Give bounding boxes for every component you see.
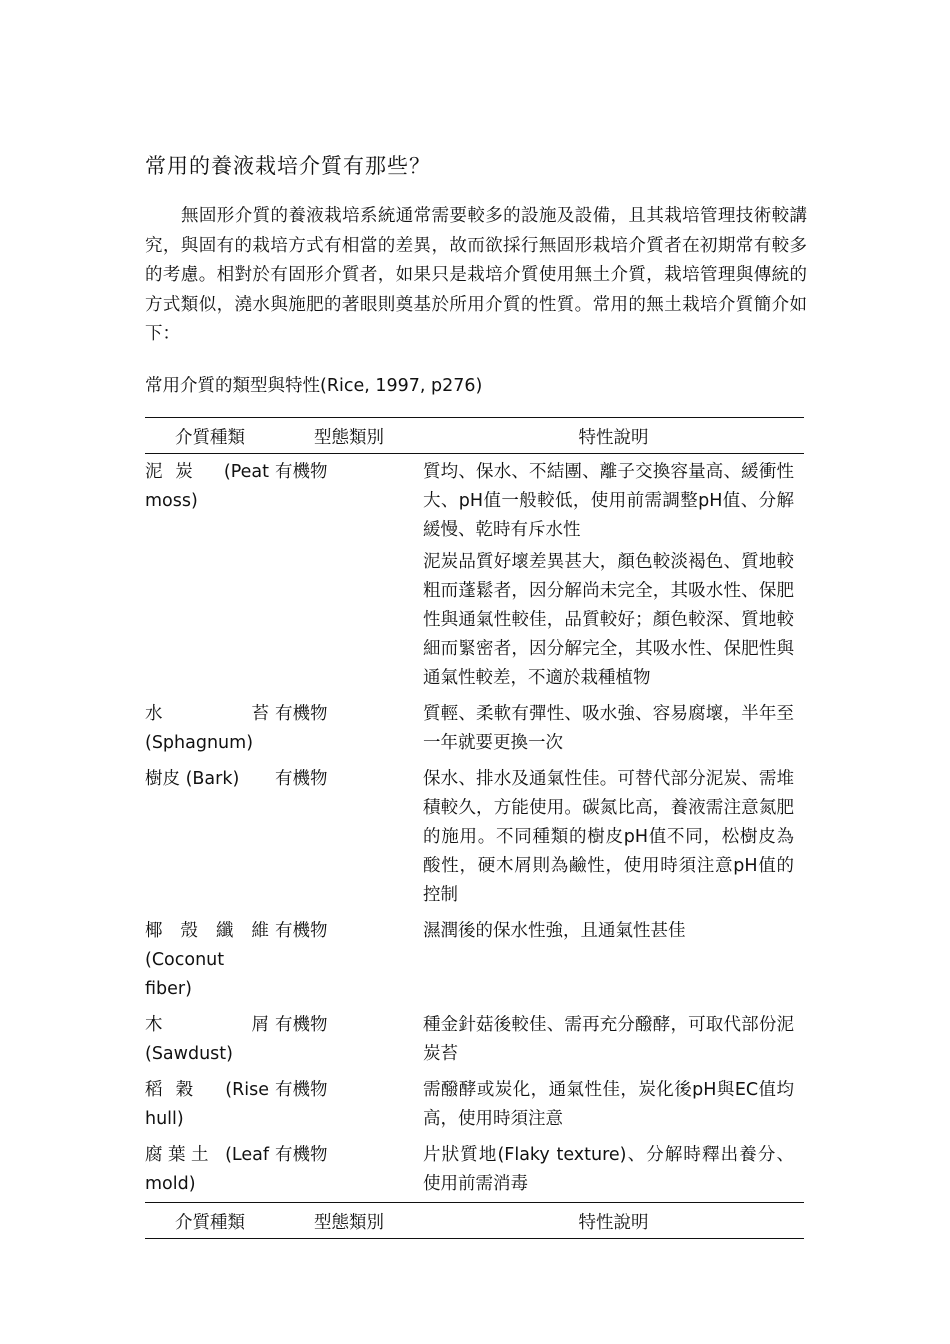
desc-paragraph: 泥炭品質好壞差異甚大，顏色較淡褐色、質地較粗而蓬鬆者，因分解尚未完全，其吸水性、保肥性與通氣性較佳，品質較好；顏色較深、質地較細而緊密者，因分解完全，其吸水性、保肥性與通氣性較差，不適於栽種植物 <box>423 552 794 688</box>
desc-paragraph: 質均、保水、不結團、離子交換容量高、緩衝性大、pH值一般較低，使用前需調整pH值、分解緩慢、乾時有斥水性 <box>423 462 794 540</box>
media-name-cn: 稻穀 <box>145 1080 207 1100</box>
cell-desc <box>423 913 804 1007</box>
media-name-en: (Sphagnum) <box>145 733 254 753</box>
media-name-cn: 樹皮 <box>145 769 180 789</box>
desc-paragraph: 濕潤後的保水性強，且通氣性甚佳 <box>423 921 686 941</box>
cell-type: 有機物 <box>275 921 328 941</box>
media-name-en: (Sawdust) <box>145 1044 233 1064</box>
media-name-en: (Coconut fiber) <box>145 950 225 999</box>
page-title: 常用的養液栽培介質有那些？ <box>145 154 431 178</box>
footer-type: 型態類別 <box>275 1203 423 1239</box>
table-footer-row <box>145 1203 804 1239</box>
media-name-en: (Rise hull) <box>145 1080 269 1129</box>
cell-desc <box>423 761 804 913</box>
cell-type: 有機物 <box>275 462 328 482</box>
media-name-en: (Bark) <box>185 769 240 789</box>
table-caption: 常用介質的類型與特性(Rice, 1997, p276) <box>145 376 483 396</box>
cell-media <box>145 696 275 761</box>
cell-media <box>145 1072 275 1137</box>
table-body <box>145 454 804 1203</box>
media-table <box>145 417 804 1239</box>
cell-desc <box>423 1072 804 1137</box>
header-desc: 特性說明 <box>423 418 804 454</box>
header-type: 型態類別 <box>275 418 423 454</box>
media-name-en: (Leaf mold) <box>145 1145 269 1194</box>
cell-type: 有機物 <box>275 1137 423 1203</box>
intro-paragraph: 無固形介質的養液栽培系統通常需要較多的設施及設備，且其栽培管理技術較講究，與固有的栽培方式有相當的差異，故而欲採行無固形栽培介質者在初期常有較多的考慮。相對於有固形介質者，如果只是栽培介質使用無土介質，栽培管理與傳統的方式類似，澆水與施肥的著眼則奠基於所用介質的性質。常用的無土栽培介質簡介如下： <box>145 206 807 344</box>
table-row <box>145 761 804 913</box>
table-row <box>145 913 804 1007</box>
cell-type: 有機物 <box>275 769 328 789</box>
cell-media <box>145 913 275 1007</box>
media-name-cn: 水苔 <box>145 704 269 724</box>
cell-media <box>145 1007 275 1072</box>
cell-media <box>145 454 275 697</box>
media-name-cn: 木屑 <box>145 1015 269 1035</box>
cell-desc <box>423 454 804 697</box>
cell-desc <box>423 1137 804 1203</box>
media-name-cn: 泥炭 <box>145 462 206 482</box>
table-row <box>145 454 804 697</box>
desc-paragraph: 質輕、柔軟有彈性、吸水強、容易腐壞，半年至一年就要更換一次 <box>423 704 794 753</box>
header-media: 介質種類 <box>145 418 275 454</box>
cell-type: 有機物 <box>275 704 328 724</box>
cell-desc <box>423 1007 804 1072</box>
table-row <box>145 1072 804 1137</box>
cell-type: 有機物 <box>275 1080 328 1100</box>
table-row <box>145 1137 804 1203</box>
table-header-row <box>145 418 804 454</box>
desc-paragraph: 片狀質地(Flaky texture)、分解時釋出養分、使用前需消毒 <box>423 1145 794 1194</box>
table-row <box>145 1007 804 1072</box>
footer-media: 介質種類 <box>145 1203 275 1239</box>
media-name-cn: 椰殼纖維 <box>145 921 269 941</box>
desc-paragraph: 需醱酵或炭化，通氣性佳，炭化後pH與EC值均高，使用時須注意 <box>423 1080 794 1129</box>
cell-desc <box>423 696 804 761</box>
desc-paragraph: 種金針菇後較佳、需再充分醱酵，可取代部份泥炭苔 <box>423 1015 794 1064</box>
media-name-cn: 腐葉土 <box>145 1145 214 1165</box>
cell-type: 有機物 <box>275 1015 328 1035</box>
cell-media <box>145 761 275 913</box>
media-name-en: (Peat moss) <box>145 462 269 511</box>
footer-desc: 特性說明 <box>423 1203 804 1239</box>
desc-paragraph: 保水、排水及通氣性佳。可替代部分泥炭、需堆積較久，方能使用。碳氮比高，養液需注意氮肥的施用。不同種類的樹皮pH值不同，松樹皮為酸性，硬木屑則為鹼性，使用時須注意pH值的控制 <box>423 769 794 905</box>
cell-media <box>145 1137 275 1203</box>
table-row <box>145 696 804 761</box>
